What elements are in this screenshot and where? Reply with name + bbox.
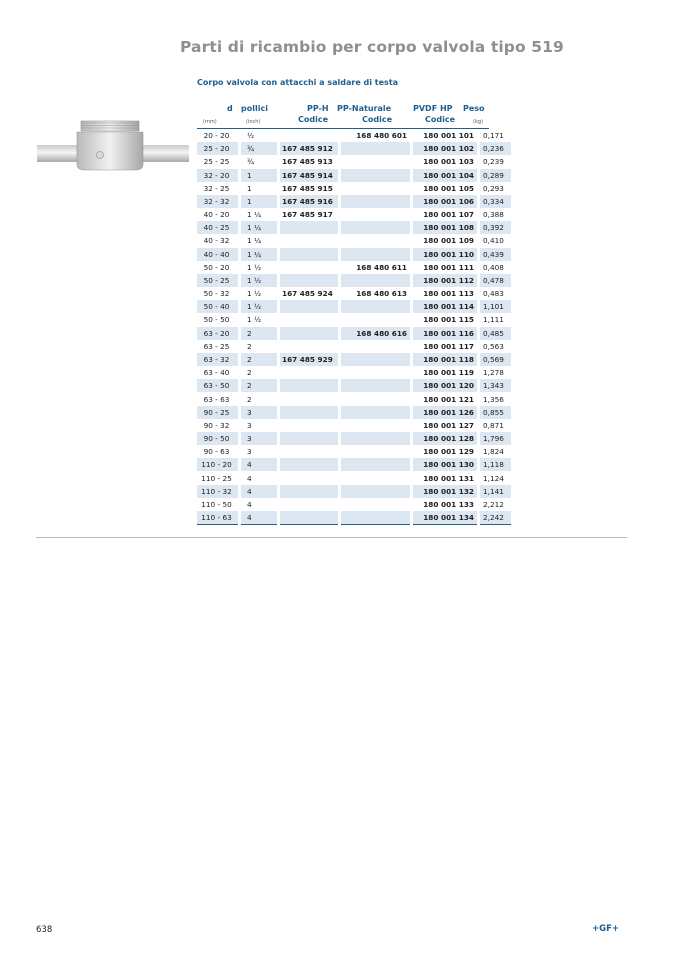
cell-peso: 1,118 bbox=[479, 458, 512, 471]
spare-parts-table bbox=[197, 104, 504, 525]
table-row bbox=[197, 221, 511, 234]
cell-pph-codice bbox=[279, 445, 340, 458]
cell-peso: 1,124 bbox=[479, 471, 512, 484]
cell-pvdf-codice: 180 001 107 bbox=[412, 208, 479, 221]
cell-peso: 0,871 bbox=[479, 419, 512, 432]
cell-pph-codice bbox=[279, 261, 340, 274]
cell-pvdf-codice: 180 001 128 bbox=[412, 432, 479, 445]
cell-pollici: 4 bbox=[240, 458, 279, 471]
table-row bbox=[197, 340, 511, 353]
cell-pvdf-codice: 180 001 105 bbox=[412, 182, 479, 195]
table-row bbox=[197, 406, 511, 419]
cell-d: 20 - 20 bbox=[203, 131, 230, 141]
cell-pollici: 3 bbox=[240, 445, 279, 458]
cell-d: 63 - 20 bbox=[197, 327, 240, 340]
cell-pollici: 2 bbox=[240, 379, 279, 392]
cell-pollici: 4 bbox=[240, 511, 279, 525]
cell-ppn-codice bbox=[340, 406, 412, 419]
cell-pph-codice: 167 485 924 bbox=[279, 287, 340, 300]
cell-pollici: 1 ½ bbox=[240, 287, 279, 300]
table-row bbox=[197, 300, 511, 313]
cell-ppn-codice bbox=[340, 432, 412, 445]
column-header-pp-naturale: PP-Naturale bbox=[337, 104, 392, 113]
table-row bbox=[197, 419, 511, 432]
cell-pph-codice: 167 485 914 bbox=[279, 169, 340, 182]
cell-pollici: 2 bbox=[240, 366, 279, 379]
table-row bbox=[197, 142, 511, 155]
cell-pvdf-codice: 180 001 130 bbox=[412, 458, 479, 471]
column-unit-kg: (kg) bbox=[473, 119, 483, 125]
cell-ppn-codice bbox=[340, 392, 412, 405]
table-row bbox=[197, 169, 511, 182]
page-divider bbox=[36, 537, 627, 538]
cell-pollici: 2 bbox=[240, 340, 279, 353]
table-body bbox=[197, 129, 511, 525]
cell-peso: 0,569 bbox=[479, 353, 512, 366]
cell-d: 40 - 32 bbox=[203, 236, 230, 246]
column-header-pph: PP-H bbox=[307, 104, 329, 113]
gf-logo: +GF+ bbox=[592, 924, 620, 934]
cell-d: 63 - 32 bbox=[197, 353, 240, 366]
cell-ppn-codice bbox=[340, 458, 412, 471]
table-row bbox=[197, 129, 511, 142]
cell-pollici: 1 ½ bbox=[240, 274, 279, 287]
cell-pvdf-codice: 180 001 134 bbox=[412, 511, 479, 525]
cell-peso: 0,171 bbox=[479, 129, 512, 142]
cell-d: 40 - 20 bbox=[203, 210, 230, 220]
cell-pollici: 1 ¼ bbox=[240, 234, 279, 247]
cell-pvdf-codice: 180 001 101 bbox=[412, 129, 479, 142]
cell-pvdf-codice: 180 001 126 bbox=[412, 406, 479, 419]
cell-d: 90 - 63 bbox=[203, 447, 230, 457]
table-row bbox=[197, 485, 511, 498]
cell-ppn-codice bbox=[340, 419, 412, 432]
cell-pph-codice: 167 485 915 bbox=[279, 182, 340, 195]
table-row bbox=[197, 287, 511, 300]
table-row bbox=[197, 274, 511, 287]
cell-peso: 1,111 bbox=[479, 313, 512, 326]
cell-ppn-codice bbox=[340, 498, 412, 511]
table-row bbox=[197, 248, 511, 261]
cell-d: 25 - 20 bbox=[197, 142, 240, 155]
cell-pvdf-codice: 180 001 106 bbox=[412, 195, 479, 208]
cell-pvdf-codice: 180 001 113 bbox=[412, 287, 479, 300]
cell-d: 63 - 40 bbox=[203, 368, 230, 378]
cell-d: 40 - 25 bbox=[197, 221, 240, 234]
cell-pvdf-codice: 180 001 114 bbox=[412, 300, 479, 313]
cell-ppn-codice bbox=[340, 195, 412, 208]
cell-pvdf-codice: 180 001 118 bbox=[412, 353, 479, 366]
cell-peso: 1,343 bbox=[479, 379, 512, 392]
cell-pph-codice bbox=[279, 511, 340, 525]
cell-peso: 0,392 bbox=[479, 221, 512, 234]
column-sub-ppn-codice: Codice bbox=[362, 115, 393, 124]
cell-ppn-codice bbox=[340, 485, 412, 498]
cell-peso: 0,485 bbox=[479, 327, 512, 340]
cell-pph-codice bbox=[279, 234, 340, 247]
cell-ppn-codice bbox=[340, 445, 412, 458]
cell-pph-codice bbox=[279, 471, 340, 484]
cell-d: 63 - 25 bbox=[203, 341, 230, 351]
cell-peso: 1,356 bbox=[479, 392, 512, 405]
cell-d: 50 - 25 bbox=[197, 274, 240, 287]
cell-pollici: 4 bbox=[240, 471, 279, 484]
cell-pollici: ¾ bbox=[240, 155, 279, 168]
cell-pph-codice: 167 485 917 bbox=[279, 208, 340, 221]
cell-pph-codice bbox=[279, 274, 340, 287]
cell-ppn-codice: 168 480 611 bbox=[340, 261, 412, 274]
cell-ppn-codice bbox=[340, 234, 412, 247]
cell-ppn-codice bbox=[340, 182, 412, 195]
cell-d: 32 - 25 bbox=[203, 183, 230, 193]
cell-pph-codice bbox=[279, 248, 340, 261]
cell-peso: 1,101 bbox=[479, 300, 512, 313]
page-title: Parti di ricambio per corpo valvola tipo 519 bbox=[180, 38, 564, 56]
cell-ppn-codice: 168 480 601 bbox=[340, 129, 412, 142]
cell-peso: 0,289 bbox=[479, 169, 512, 182]
cell-peso: 0,334 bbox=[479, 195, 512, 208]
cell-d: 63 - 50 bbox=[197, 379, 240, 392]
cell-pvdf-codice: 180 001 108 bbox=[412, 221, 479, 234]
cell-pph-codice: 167 485 912 bbox=[279, 142, 340, 155]
cell-d: 110 - 32 bbox=[197, 485, 240, 498]
cell-d: 25 - 25 bbox=[203, 157, 230, 167]
cell-peso: 2,212 bbox=[479, 498, 512, 511]
table-row bbox=[197, 182, 511, 195]
cell-ppn-codice bbox=[340, 274, 412, 287]
cell-pph-codice: 167 485 929 bbox=[279, 353, 340, 366]
cell-peso: 0,439 bbox=[479, 248, 512, 261]
cell-pollici: ½ bbox=[240, 129, 279, 142]
cell-pvdf-codice: 180 001 103 bbox=[412, 155, 479, 168]
cell-pph-codice: 167 485 913 bbox=[279, 155, 340, 168]
cell-pollici: ¾ bbox=[240, 142, 279, 155]
cell-pph-codice bbox=[279, 392, 340, 405]
cell-d: 50 - 40 bbox=[197, 300, 240, 313]
table-row bbox=[197, 471, 511, 484]
cell-d: 50 - 50 bbox=[203, 315, 230, 325]
cell-d: 90 - 32 bbox=[203, 420, 230, 430]
cell-ppn-codice bbox=[340, 155, 412, 168]
column-header-peso: Peso bbox=[463, 104, 485, 113]
cell-peso: 0,410 bbox=[479, 234, 512, 247]
cell-d: 90 - 25 bbox=[197, 406, 240, 419]
table-header bbox=[197, 104, 489, 129]
cell-pollici: 1 ½ bbox=[240, 300, 279, 313]
cell-pvdf-codice: 180 001 117 bbox=[412, 340, 479, 353]
cell-pvdf-codice: 180 001 132 bbox=[412, 485, 479, 498]
cell-ppn-codice bbox=[340, 300, 412, 313]
cell-d: 110 - 20 bbox=[197, 458, 240, 471]
table-row bbox=[197, 379, 511, 392]
cell-pvdf-codice: 180 001 127 bbox=[412, 419, 479, 432]
cell-d: 32 - 20 bbox=[197, 169, 240, 182]
cell-pollici: 1 ¼ bbox=[240, 248, 279, 261]
cell-pvdf-codice: 180 001 121 bbox=[412, 392, 479, 405]
cell-pollici: 3 bbox=[240, 432, 279, 445]
cell-pollici: 2 bbox=[240, 392, 279, 405]
cell-d: 110 - 25 bbox=[201, 473, 232, 483]
column-sub-pph-codice: Codice bbox=[298, 115, 329, 124]
table-row bbox=[197, 195, 511, 208]
cell-peso: 0,483 bbox=[479, 287, 512, 300]
cell-pollici: 3 bbox=[240, 419, 279, 432]
cell-peso: 0,236 bbox=[479, 142, 512, 155]
cell-pollici: 1 ½ bbox=[240, 313, 279, 326]
table-row bbox=[197, 234, 511, 247]
column-header-d: d bbox=[227, 104, 233, 113]
cell-pph-codice bbox=[279, 458, 340, 471]
cell-pph-codice bbox=[279, 327, 340, 340]
cell-d: 90 - 50 bbox=[197, 432, 240, 445]
cell-peso: 0,408 bbox=[479, 261, 512, 274]
cell-pollici: 1 ¼ bbox=[240, 221, 279, 234]
table-row bbox=[197, 366, 511, 379]
cell-d: 110 - 63 bbox=[197, 511, 240, 525]
cell-pollici: 1 bbox=[240, 195, 279, 208]
table-row bbox=[197, 208, 511, 221]
cell-ppn-codice bbox=[340, 169, 412, 182]
cell-pph-codice bbox=[279, 498, 340, 511]
cell-pollici: 1 ¼ bbox=[240, 208, 279, 221]
table-row bbox=[197, 458, 511, 471]
cell-d: 32 - 32 bbox=[197, 195, 240, 208]
column-unit-mm: (mm) bbox=[203, 119, 217, 125]
cell-pvdf-codice: 180 001 109 bbox=[412, 234, 479, 247]
cell-pvdf-codice: 180 001 120 bbox=[412, 379, 479, 392]
cell-peso: 0,855 bbox=[479, 406, 512, 419]
cell-pph-codice bbox=[279, 406, 340, 419]
cell-peso: 1,824 bbox=[479, 445, 512, 458]
cell-pph-codice bbox=[279, 379, 340, 392]
cell-d: 110 - 50 bbox=[201, 499, 232, 509]
cell-pvdf-codice: 180 001 131 bbox=[412, 471, 479, 484]
cell-pph-codice bbox=[279, 485, 340, 498]
cell-pollici: 1 ½ bbox=[240, 261, 279, 274]
column-header-pollici: pollici bbox=[241, 104, 268, 113]
valve-body-image bbox=[37, 118, 189, 188]
cell-pollici: 4 bbox=[240, 498, 279, 511]
cell-ppn-codice bbox=[340, 142, 412, 155]
cell-pollici: 1 bbox=[240, 182, 279, 195]
cell-pvdf-codice: 180 001 110 bbox=[412, 248, 479, 261]
cell-pph-codice bbox=[279, 432, 340, 445]
column-sub-pvdf-codice: Codice bbox=[425, 115, 456, 124]
table-row bbox=[197, 353, 511, 366]
table-row bbox=[197, 155, 511, 168]
cell-ppn-codice: 168 480 616 bbox=[340, 327, 412, 340]
column-header-pvdf: PVDF HP bbox=[413, 104, 453, 113]
cell-pph-codice bbox=[279, 129, 340, 142]
cell-ppn-codice bbox=[340, 221, 412, 234]
cell-ppn-codice bbox=[340, 313, 412, 326]
cell-peso: 2,242 bbox=[479, 511, 512, 525]
cell-ppn-codice bbox=[340, 248, 412, 261]
table-row bbox=[197, 313, 511, 326]
table-row bbox=[197, 445, 511, 458]
header-rule bbox=[197, 128, 489, 129]
cell-pvdf-codice: 180 001 111 bbox=[412, 261, 479, 274]
cell-d: 50 - 20 bbox=[203, 262, 230, 272]
table-row bbox=[197, 261, 511, 274]
cell-peso: 0,388 bbox=[479, 208, 512, 221]
cell-pvdf-codice: 180 001 104 bbox=[412, 169, 479, 182]
cell-peso: 0,563 bbox=[479, 340, 512, 353]
cell-pph-codice bbox=[279, 313, 340, 326]
cell-pph-codice bbox=[279, 300, 340, 313]
cell-peso: 0,239 bbox=[479, 155, 512, 168]
table-row bbox=[197, 432, 511, 445]
cell-ppn-codice bbox=[340, 511, 412, 525]
cell-d: 50 - 32 bbox=[203, 289, 230, 299]
cell-peso: 0,478 bbox=[479, 274, 512, 287]
cell-pollici: 4 bbox=[240, 485, 279, 498]
column-unit-inch: (inch) bbox=[246, 119, 261, 125]
cell-pph-codice bbox=[279, 221, 340, 234]
table-row bbox=[197, 511, 511, 525]
cell-pollici: 3 bbox=[240, 406, 279, 419]
cell-d: 63 - 63 bbox=[203, 394, 230, 404]
table-row bbox=[197, 327, 511, 340]
cell-pollici: 2 bbox=[240, 353, 279, 366]
cell-pollici: 2 bbox=[240, 327, 279, 340]
cell-ppn-codice bbox=[340, 353, 412, 366]
cell-pvdf-codice: 180 001 129 bbox=[412, 445, 479, 458]
cell-pph-codice bbox=[279, 340, 340, 353]
table-row bbox=[197, 392, 511, 405]
cell-pph-codice: 167 485 916 bbox=[279, 195, 340, 208]
cell-ppn-codice: 168 480 613 bbox=[340, 287, 412, 300]
cell-pvdf-codice: 180 001 116 bbox=[412, 327, 479, 340]
cell-pvdf-codice: 180 001 112 bbox=[412, 274, 479, 287]
cell-peso: 1,796 bbox=[479, 432, 512, 445]
cell-pvdf-codice: 180 001 115 bbox=[412, 313, 479, 326]
cell-pvdf-codice: 180 001 133 bbox=[412, 498, 479, 511]
cell-peso: 0,293 bbox=[479, 182, 512, 195]
cell-d: 40 - 40 bbox=[197, 248, 240, 261]
cell-pvdf-codice: 180 001 102 bbox=[412, 142, 479, 155]
cell-pollici: 1 bbox=[240, 169, 279, 182]
cell-peso: 1,141 bbox=[479, 485, 512, 498]
table-row bbox=[197, 498, 511, 511]
cell-ppn-codice bbox=[340, 208, 412, 221]
cell-peso: 1,278 bbox=[479, 366, 512, 379]
cell-ppn-codice bbox=[340, 340, 412, 353]
cell-ppn-codice bbox=[340, 379, 412, 392]
cell-ppn-codice bbox=[340, 471, 412, 484]
cell-pph-codice bbox=[279, 419, 340, 432]
cell-pph-codice bbox=[279, 366, 340, 379]
section-title: Corpo valvola con attacchi a saldare di testa bbox=[197, 78, 399, 87]
page-number: 638 bbox=[36, 925, 53, 935]
cell-pvdf-codice: 180 001 119 bbox=[412, 366, 479, 379]
cell-ppn-codice bbox=[340, 366, 412, 379]
